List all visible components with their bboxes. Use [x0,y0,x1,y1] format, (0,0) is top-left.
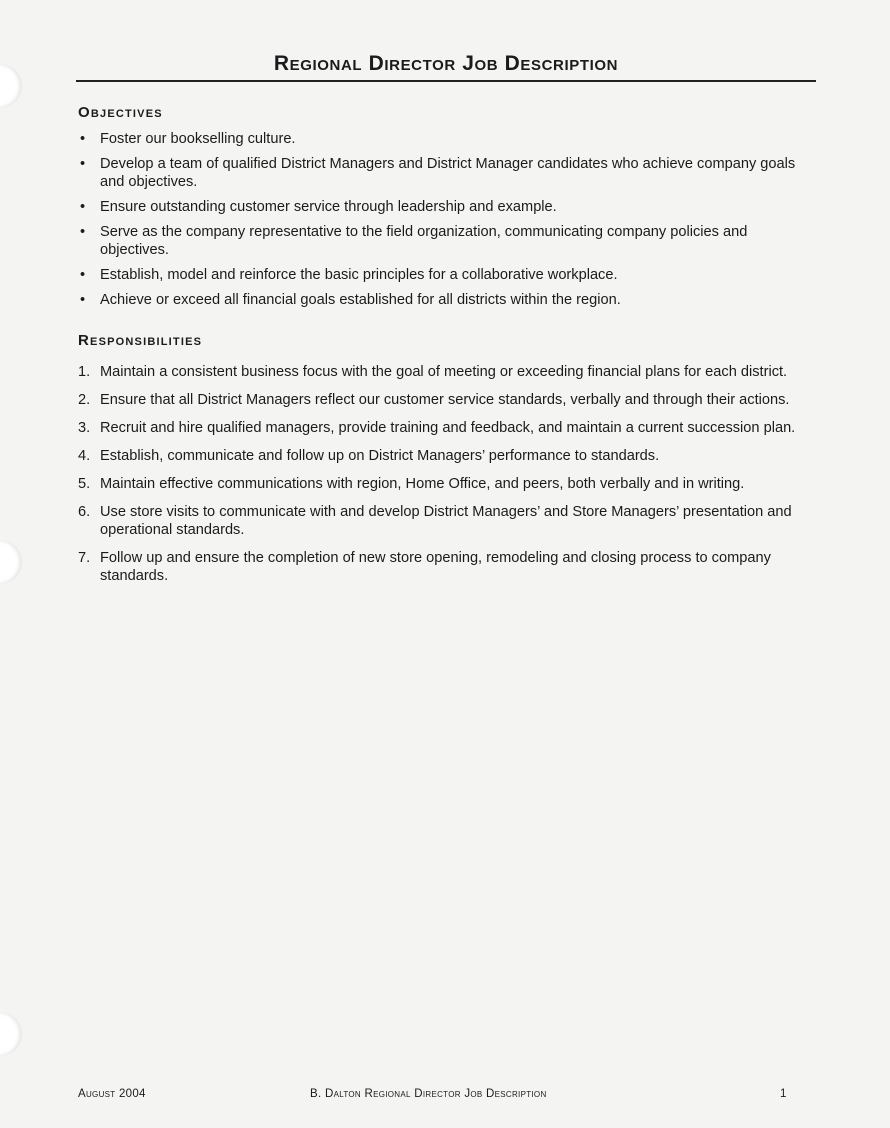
item-number: 1. [78,364,91,380]
item-number: 4. [78,448,91,464]
bullet-icon: • [80,267,86,283]
list-item: 2. Ensure that all District Managers reflect our customer service standards, verbally and through their actions. [78,392,790,408]
footer-title: B. Dalton Regional Director Job Description [310,1088,547,1100]
binder-hole [0,540,22,584]
binder-hole [0,64,22,108]
title-rule [76,80,816,82]
bullet-icon: • [80,131,86,147]
list-item: • Establish, model and reinforce the basic principles for a collaborative workplace. [80,267,618,283]
binder-hole [0,1012,22,1056]
objectives-list [78,130,818,316]
bullet-icon: • [80,156,86,172]
list-item: • Foster our bookselling culture. [80,131,296,147]
list-item: 1. Maintain a consistent business focus with the goal of meeting or exceeding financial plans for each district. [78,364,788,380]
list-item: • Serve as the company representative to the field organization, communicating company policies and objectives. [80,224,748,258]
item-number: 5. [78,476,91,492]
item-number: 3. [78,420,91,436]
objectives-heading: Objectives [78,104,163,121]
bullet-icon: • [80,292,86,308]
list-item: • Ensure outstanding customer service through leadership and example. [80,199,557,215]
document-title: Regional Director Job Description [273,52,619,75]
list-item: 3. Recruit and hire qualified managers, provide training and feedback, and maintain a current succession plan. [78,420,796,436]
item-number: 6. [78,504,91,520]
bullet-icon: • [80,224,86,240]
page-number: 1 [780,1088,787,1100]
list-item: 4. Establish, communicate and follow up on District Managers’ performance to standards. [78,448,660,464]
footer-date: August 2004 [78,1088,146,1100]
list-item: 5. Maintain effective communications with region, Home Office, and peers, both verbally and in writing. [78,476,745,492]
list-item: • Develop a team of qualified District Managers and District Manager candidates who achieve company goals and objectives. [80,156,796,190]
item-number: 2. [78,392,91,408]
item-number: 7. [78,550,91,566]
list-item: • Achieve or exceed all financial goals established for all districts within the region. [80,292,621,308]
responsibilities-list [78,363,818,595]
list-item: 7. Follow up and ensure the completion of new store opening, remodeling and closing process to company standards. [78,550,771,584]
list-item: 6. Use store visits to communicate with and develop District Managers’ and Store Managers’ presentation and operational standards. [78,504,792,538]
bullet-icon: • [80,199,86,215]
responsibilities-heading: Responsibilities [78,332,203,349]
